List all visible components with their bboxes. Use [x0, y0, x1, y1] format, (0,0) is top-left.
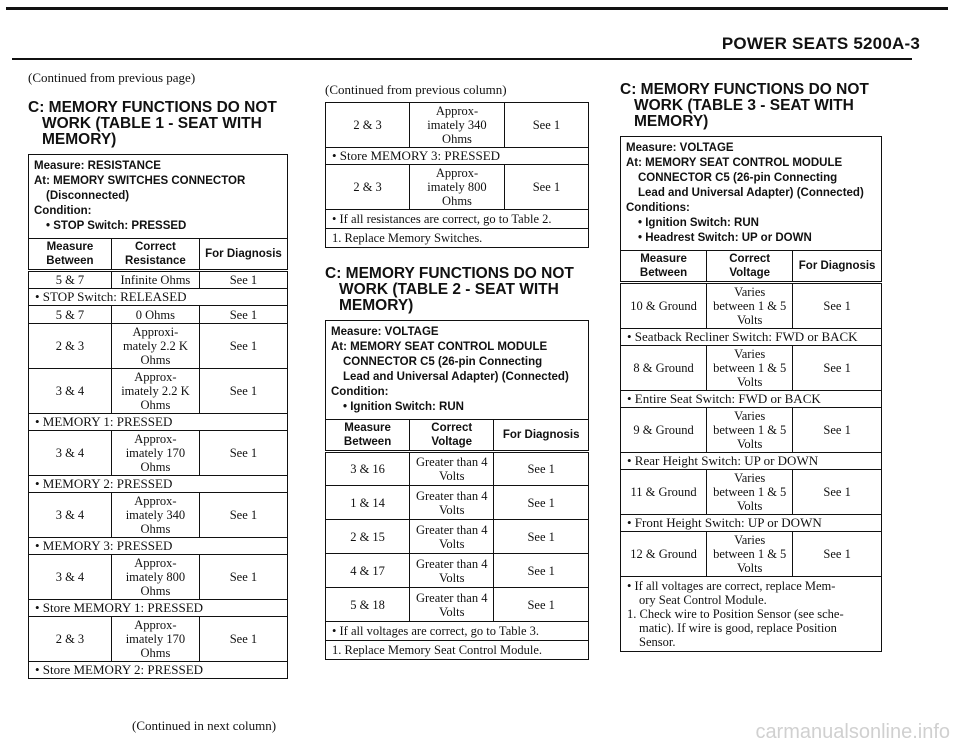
table-row: 10 & Ground Varies between 1 & 5 Volts See 1: [621, 283, 882, 329]
section-title-table-2: C: MEMORY FUNCTIONS DO NOT WORK (TABLE 2 - SEAT WITH MEMORY): [325, 265, 574, 314]
table-row: 2 & 3 Approx- imately 170 Ohms See 1: [29, 617, 288, 662]
continued-from-note: (Continued from previous page): [28, 70, 196, 85]
table-row: 2 & 3 Approx- imately 800 Ohms See 1: [326, 165, 589, 210]
condition-band: • MEMORY 2: PRESSED: [29, 476, 288, 493]
table-row: 9 & Ground Varies between 1 & 5 Volts See 1: [621, 408, 882, 453]
table-row: 2 & 15 Greater than 4 Volts See 1: [326, 520, 589, 554]
condition-band: • STOP Switch: RELEASED: [29, 289, 288, 306]
note-row: • If all resistances are correct, go to Table 2.: [326, 210, 589, 229]
table-1: [28, 238, 288, 679]
table-row: 4 & 17 Greater than 4 Volts See 1: [326, 554, 589, 588]
header-rule: [12, 58, 912, 60]
table-1-continued: [325, 102, 589, 248]
column-1: [28, 70, 288, 679]
table-row: 3 & 16 Greater than 4 Volts See 1: [326, 452, 589, 486]
table-row: 11 & Ground Varies between 1 & 5 Volts See 1: [621, 470, 882, 515]
table-row: 3 & 4 Approx- imately 800 Ohms See 1: [29, 555, 288, 600]
measure-label: Measure: RESISTANCE: [34, 160, 161, 172]
condition-label: Condition:: [34, 205, 92, 217]
watermark: carmanualsonline.info: [755, 721, 950, 743]
condition-band: • Store MEMORY 1: PRESSED: [29, 600, 288, 617]
top-rule: [6, 7, 948, 10]
table-row: 12 & Ground Varies between 1 & 5 Volts See 1: [621, 532, 882, 577]
note-row: • If all voltages are correct, replace Mem- ory Seat Control Module. 1. Check wire to Position Sensor (see sche- matic). If wire is good, replace Position Sensor.: [621, 577, 882, 652]
at-label: At: MEMORY SWITCHES CONNECTOR: [34, 175, 246, 187]
continued-from-note: (Continued from previous column): [325, 82, 507, 97]
note-row: 1. Replace Memory Switches.: [326, 229, 589, 248]
condition-band: • MEMORY 1: PRESSED: [29, 414, 288, 431]
condition-band: • Seatback Recliner Switch: FWD or BACK: [621, 329, 882, 346]
table-2: [325, 419, 589, 660]
condition-band: • MEMORY 3: PRESSED: [29, 538, 288, 555]
condition-band: • Store MEMORY 3: PRESSED: [326, 148, 589, 165]
table-row: 2 & 3 Approx- imately 340 Ohms See 1: [326, 103, 589, 148]
table-row: 5 & 7 0 Ohms See 1: [29, 306, 288, 324]
section-title-table-1: C: MEMORY FUNCTIONS DO NOT WORK (TABLE 1 - SEAT WITH MEMORY): [28, 99, 277, 148]
table-row: 1 & 14 Greater than 4 Volts See 1: [326, 486, 589, 520]
table-row: 2 & 3 Approxi- mately 2.2 K Ohms See 1: [29, 324, 288, 369]
condition-band: • Entire Seat Switch: FWD or BACK: [621, 391, 882, 408]
note-row: 1. Replace Memory Seat Control Module.: [326, 641, 589, 660]
table-header-row: Measure Between Correct Resistance For Diagnosis: [29, 239, 288, 271]
column-2: [325, 82, 589, 660]
measurement-header: Measure: VOLTAGE At: MEMORY SEAT CONTROL MODULE CONNECTOR C5 (26-pin Connecting Lead and Universal Adapter) (Connected) Condition: • Ignition Switch: RUN: [325, 320, 589, 419]
table-row: 3 & 4 Approx- imately 170 Ohms See 1: [29, 431, 288, 476]
table-row: 5 & 18 Greater than 4 Volts See 1: [326, 588, 589, 622]
measurement-header: Measure: RESISTANCE At: MEMORY SWITCHES CONNECTOR (Disconnected) Condition: • STOP Switch: PRESSED: [28, 154, 288, 238]
condition-band: • Rear Height Switch: UP or DOWN: [621, 453, 882, 470]
table-header-row: Measure Between Correct Voltage For Diagnosis: [326, 420, 589, 452]
table-row: 3 & 4 Approx- imately 2.2 K Ohms See 1: [29, 369, 288, 414]
table-header-row: Measure Between Correct Voltage For Diagnosis: [621, 251, 882, 283]
condition-band: • Store MEMORY 2: PRESSED: [29, 662, 288, 679]
table-row: 8 & Ground Varies between 1 & 5 Volts See 1: [621, 346, 882, 391]
column-3: [620, 82, 882, 652]
table-3: [620, 250, 882, 652]
page-title: POWER SEATS 5200A-3: [721, 34, 920, 53]
condition-band: • Front Height Switch: UP or DOWN: [621, 515, 882, 532]
table-row: 5 & 7 Infinite Ohms See 1: [29, 271, 288, 289]
table-row: 3 & 4 Approx- imately 340 Ohms See 1: [29, 493, 288, 538]
note-row: • If all voltages are correct, go to Table 3.: [326, 622, 589, 641]
measurement-header: Measure: VOLTAGE At: MEMORY SEAT CONTROL MODULE CONNECTOR C5 (26-pin Connecting Lead and Universal Adapter) (Connected) Conditions: • Ignition Switch: RUN • Headrest Switch: UP or DOWN: [620, 136, 882, 250]
continued-next-note: (Continued in next column): [132, 718, 277, 733]
section-title-table-3: C: MEMORY FUNCTIONS DO NOT WORK (TABLE 3 - SEAT WITH MEMORY): [620, 81, 869, 130]
